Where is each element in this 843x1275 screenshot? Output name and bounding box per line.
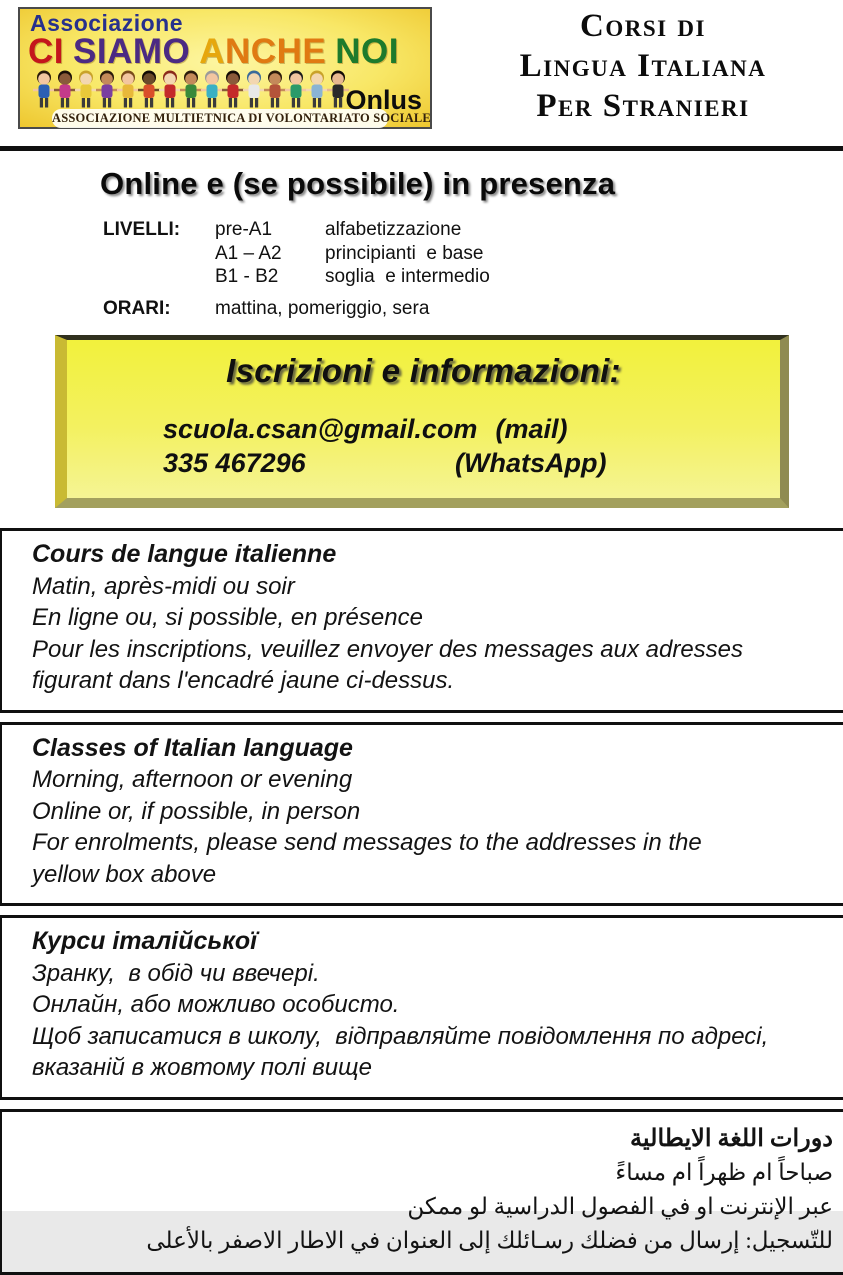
section-french-line: Matin, après-midi ou soir xyxy=(32,572,295,600)
section-arabic-line: صباحاً ام ظهراً ام مساءً xyxy=(615,1159,833,1185)
language-sections xyxy=(0,528,843,1275)
orari-value: mattina, pomeriggio, sera xyxy=(215,297,430,319)
section-french-line: En ligne ou, si possible, en présence xyxy=(32,604,423,631)
level-desc: alfabetizzazione xyxy=(325,219,462,240)
main-heading: Online e (se possibile) in presenza xyxy=(100,166,616,201)
logo-title xyxy=(28,32,399,72)
logo-word-nche: NCHE xyxy=(225,32,327,71)
header-divider xyxy=(0,146,843,151)
section-french xyxy=(0,528,843,713)
logo-banner-text: ASSOCIAZIONE MULTIETNICA DI VOLONTARIATO SOCIALE xyxy=(52,109,388,128)
section-french-title: Cours de langue italienne xyxy=(32,540,337,568)
logo-word-a: A xyxy=(199,32,226,71)
logo-onlus-label: Onlus xyxy=(345,85,422,115)
section-ukrainian xyxy=(0,915,843,1100)
level-row xyxy=(103,242,843,266)
section-ukrainian-line: вказаній в жовтому полі вище xyxy=(32,1054,372,1081)
section-arabic-line: للتّسجيل: إرسال من فضلك رسـائلك إلى العنوان في الاطار الاصفر بالأعلى xyxy=(146,1227,833,1253)
section-english-line: For enrolments, please send messages to the addresses in the xyxy=(32,829,702,856)
section-arabic-title: دورات اللغة الايطالية xyxy=(630,1125,833,1152)
header xyxy=(0,0,843,146)
section-ukrainian-line: Онлайн, або можливо особисто. xyxy=(32,991,400,1018)
logo-word-noi: NOI xyxy=(335,32,399,71)
page-title-line3: Per Stranieri xyxy=(536,88,750,124)
level-row xyxy=(103,265,843,289)
page-title-line2: Lingua Italiana xyxy=(519,48,767,84)
page-title-line1: Corsi di xyxy=(580,8,706,44)
section-ukrainian-line: Зранку, в обід чи ввечері. xyxy=(32,959,320,987)
level-desc: soglia e intermedio xyxy=(325,266,490,287)
section-english-title: Classes of Italian language xyxy=(32,733,353,762)
phone-row xyxy=(163,446,762,480)
orari-row xyxy=(103,297,843,321)
section-arabic-line: عبر الإنترنت او في الفصول الدراسية لو ممكن xyxy=(407,1193,833,1219)
section-english-line: yellow box above xyxy=(32,860,217,888)
section-ukrainian-line: Щоб записатися в школу, відправляйте повідомлення по адресі, xyxy=(32,1022,769,1050)
association-logo xyxy=(18,7,432,129)
livelli-label: LIVELLI: xyxy=(103,219,181,240)
orari-label: ORARI: xyxy=(103,297,171,319)
email-row xyxy=(163,412,762,446)
phone-number: 335 467296 xyxy=(163,448,306,478)
section-french-line: Pour les inscriptions, veuillez envoyer des messages aux adresses xyxy=(32,635,744,663)
section-english xyxy=(0,722,843,907)
logo-association-label: Associazione xyxy=(30,10,183,36)
section-arabic xyxy=(0,1109,843,1275)
level-row xyxy=(103,218,843,242)
info-box-title: Iscrizioni e informazioni: xyxy=(226,352,621,389)
level-code: A1 – A2 xyxy=(215,242,282,264)
levels-table xyxy=(103,218,843,320)
level-code: pre-A1 xyxy=(215,219,273,240)
whatsapp-label: (WhatsApp) xyxy=(455,448,607,478)
children-holding-hands-icon xyxy=(34,69,350,111)
level-code: B1 - B2 xyxy=(215,266,279,287)
section-english-line: Morning, afternoon or evening xyxy=(32,766,353,793)
level-desc: principianti e base xyxy=(325,242,484,264)
page-title xyxy=(450,6,836,126)
section-french-line: figurant dans l'encadré jaune ci-dessus. xyxy=(32,667,455,694)
enrolment-info-box xyxy=(55,335,789,508)
section-english-line: Online or, if possible, in person xyxy=(32,797,361,825)
logo-word-ci: CI xyxy=(28,32,64,71)
logo-word-siamo: SIAMO xyxy=(73,32,191,71)
section-ukrainian-title: Курси італійської xyxy=(32,927,258,955)
info-box-contacts xyxy=(163,412,762,480)
email-label: (mail) xyxy=(495,414,568,444)
email-address: scuola.csan@gmail.com xyxy=(163,414,478,444)
